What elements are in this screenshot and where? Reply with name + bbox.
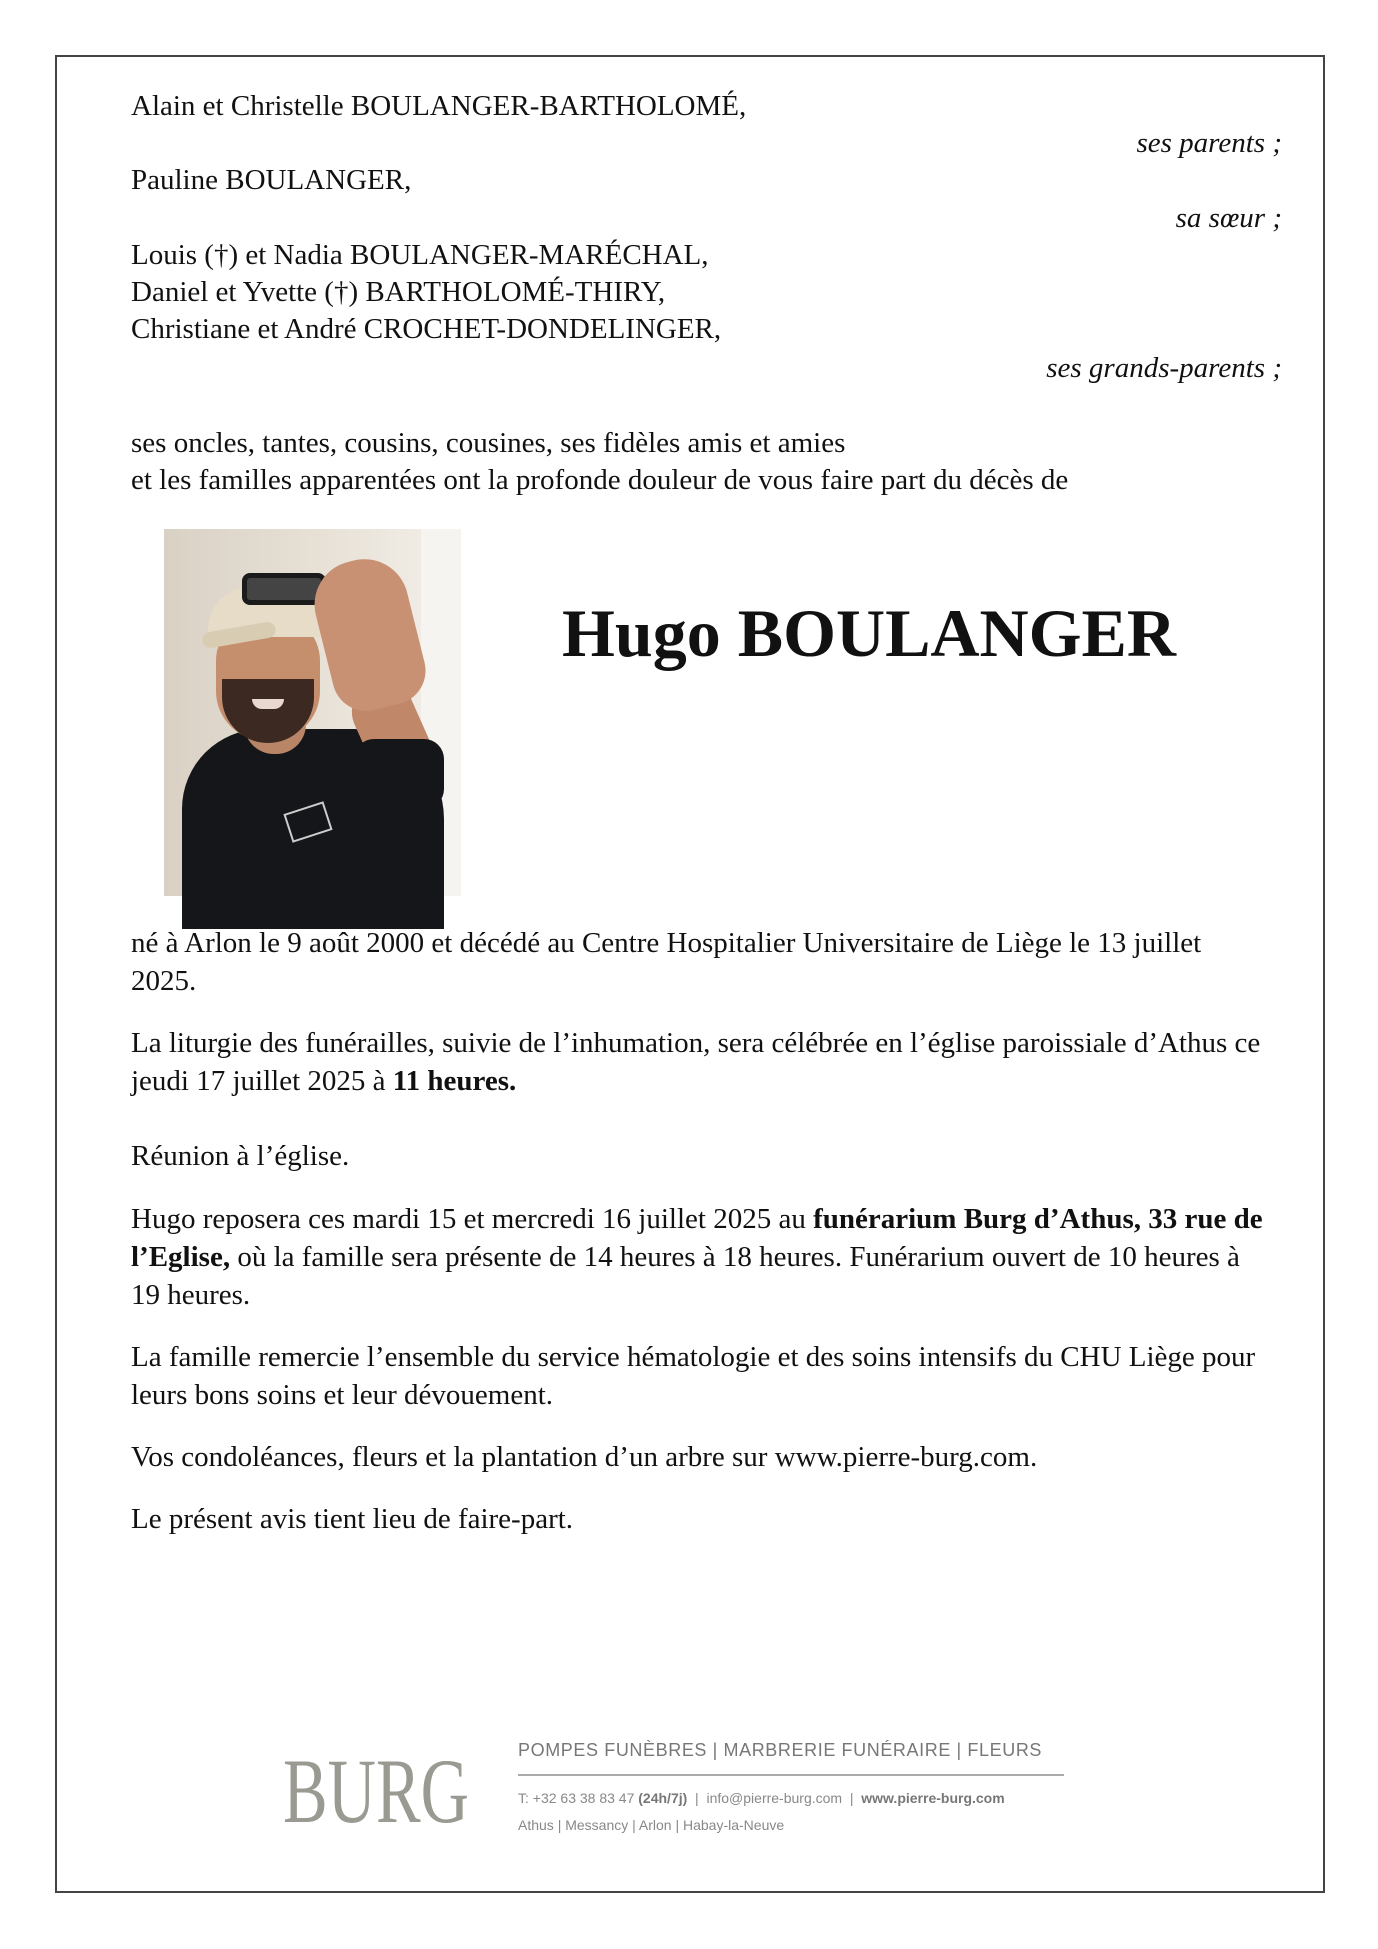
funeral-text: La liturgie des funérailles, suivie de l’inhumation, sera célébrée en l’église paroissiale d’Athus ce jeudi 17 juillet 2025 à 11 heures. xyxy=(131,1027,1261,1097)
condolences-text: Vos condoléances, fleurs et la plantation d’un arbre sur www.pierre-burg.com. xyxy=(131,1441,1038,1473)
thanks-text: La famille remercie l’ensemble du service hématologie et des soins intensifs du CHU Liège pour leurs bons soins et leur dévouement. xyxy=(131,1341,1256,1411)
deceased-name: Hugo BOULANGER xyxy=(562,595,1176,671)
birth-death-text: né à Arlon le 9 août 2000 et décédé au Centre Hospitalier Universitaire de Liège le 13 juillet 2025. xyxy=(131,927,1202,997)
extended-family-line: et les familles apparentées ont la profonde douleur de vous faire part du décès de xyxy=(131,464,1069,496)
meeting-text: Réunion à l’église. xyxy=(131,1140,350,1172)
grandparents-line: Louis (†) et Nadia BOULANGER-MARÉCHAL, xyxy=(131,239,709,271)
sister-name: Pauline BOULANGER, xyxy=(131,164,412,196)
svg-text:BURG: BURG xyxy=(283,1740,469,1842)
extended-family-line: ses oncles, tantes, cousins, cousines, ses fidèles amis et amies xyxy=(131,427,846,459)
notice-text: Le présent avis tient lieu de faire-part. xyxy=(131,1503,574,1535)
grandparents-role: ses grands-parents ; xyxy=(1046,352,1282,384)
footer-services: POMPES FUNÈBRES | MARBRERIE FUNÉRAIRE | FLEURS xyxy=(518,1740,1043,1760)
viewing-text: Hugo reposera ces mardi 15 et mercredi 16 juillet 2025 au funérarium Burg d’Athus, 33 rue de l’Eglise, où la famille sera présente de 14 heures à 18 heures. Funérarium ouvert de 10 heures à 19 heures. xyxy=(131,1203,1263,1311)
funeral-time: 11 heures. xyxy=(392,1065,517,1097)
burg-logo xyxy=(283,1740,473,1842)
viewing-place: funérarium Burg d’Athus, 33 rue de l’Eglise, xyxy=(131,1203,1263,1273)
grandparents-line: Christiane et André CROCHET-DONDELINGER, xyxy=(131,313,722,345)
footer-website: www.pierre-burg.com xyxy=(861,1790,1005,1806)
footer-locations: Athus | Messancy | Arlon | Habay-la-Neuve xyxy=(518,1817,785,1833)
parents-role: ses parents ; xyxy=(1136,127,1282,159)
portrait-photo xyxy=(164,529,461,896)
parents-names: Alain et Christelle BOULANGER-BARTHOLOMÉ, xyxy=(131,90,747,122)
footer-divider xyxy=(518,1774,1064,1776)
footer-contact: T: +32 63 38 83 47 (24h/7j) | info@pierre-burg.com | www.pierre-burg.com xyxy=(518,1790,1005,1806)
grandparents-line: Daniel et Yvette (†) BARTHOLOMÉ-THIRY, xyxy=(131,276,666,308)
sister-role: sa sœur ; xyxy=(1175,202,1282,234)
